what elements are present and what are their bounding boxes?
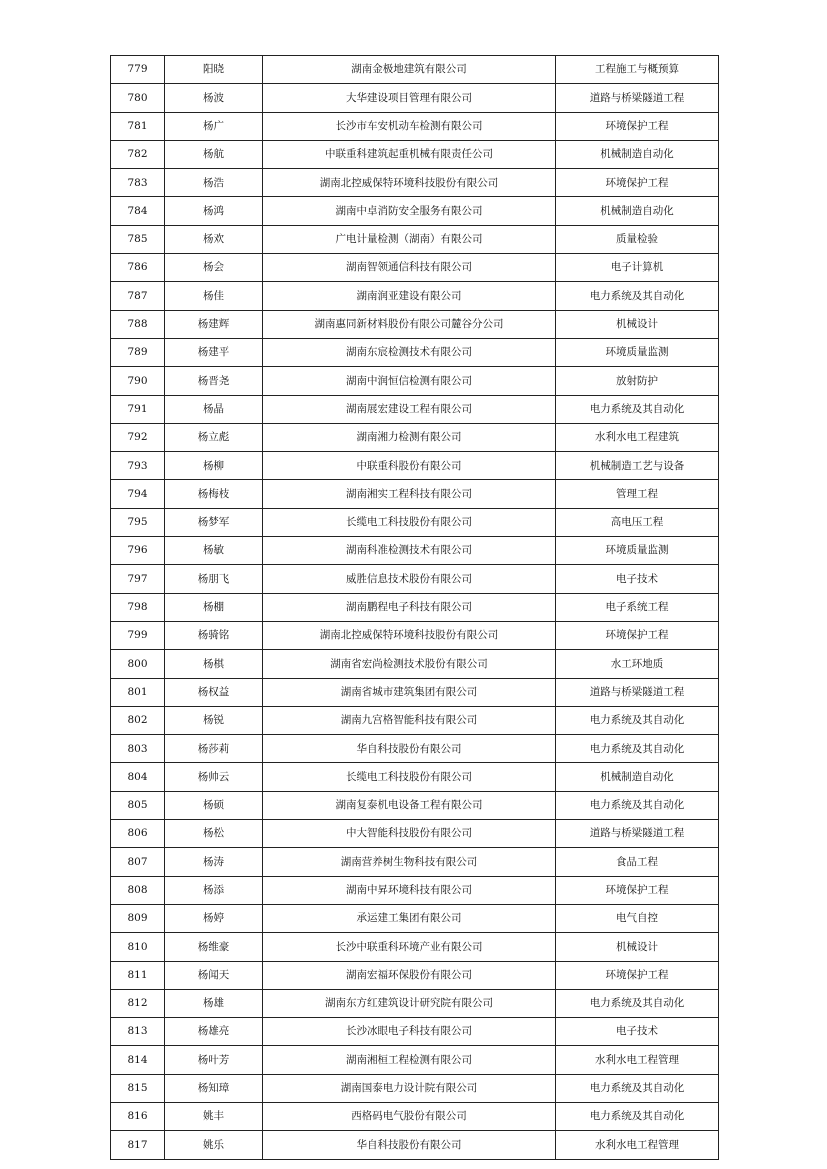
row-number-cell: 780 [111,84,165,112]
specialty-cell: 环境质量监测 [556,537,719,565]
organization-cell: 湖南北控威保特环境科技股份有限公司 [263,621,556,649]
table-row [111,961,719,989]
specialty-cell: 电力系统及其自动化 [556,395,719,423]
organization-cell: 大华建设项目管理有限公司 [263,84,556,112]
person-name-cell: 杨硕 [165,791,263,819]
table-row [111,367,719,395]
person-name-cell: 杨鸿 [165,197,263,225]
person-name-cell: 杨棚 [165,593,263,621]
person-name-cell: 杨佳 [165,282,263,310]
specialty-cell: 电力系统及其自动化 [556,1074,719,1102]
organization-cell: 长沙冰眼电子科技有限公司 [263,1018,556,1046]
row-number-cell: 787 [111,282,165,310]
specialty-cell: 环境质量监测 [556,338,719,366]
row-number-cell: 802 [111,706,165,734]
table-row [111,423,719,451]
organization-cell: 中联重科建筑起重机械有限责任公司 [263,140,556,168]
person-name-cell: 杨权益 [165,678,263,706]
organization-cell: 西格码电气股份有限公司 [263,1102,556,1130]
organization-cell: 华自科技股份有限公司 [263,1131,556,1159]
person-name-cell: 杨婷 [165,904,263,932]
table-row [111,678,719,706]
organization-cell: 湖南湘实工程科技有限公司 [263,480,556,508]
organization-cell: 中联重科股份有限公司 [263,452,556,480]
person-name-cell: 杨晶 [165,395,263,423]
person-name-cell: 杨雄 [165,989,263,1017]
specialty-cell: 机械设计 [556,310,719,338]
organization-cell: 广电计量检测（湖南）有限公司 [263,225,556,253]
specialty-cell: 电力系统及其自动化 [556,791,719,819]
table-row [111,1102,719,1130]
person-name-cell: 姚丰 [165,1102,263,1130]
row-number-cell: 811 [111,961,165,989]
table-row [111,56,719,84]
organization-cell: 华自科技股份有限公司 [263,735,556,763]
row-number-cell: 793 [111,452,165,480]
person-name-cell: 杨波 [165,84,263,112]
person-name-cell: 杨敏 [165,537,263,565]
specialty-cell: 环境保护工程 [556,621,719,649]
person-name-cell: 杨航 [165,140,263,168]
table-row [111,508,719,536]
specialty-cell: 电子系统工程 [556,593,719,621]
person-name-cell: 杨骑铭 [165,621,263,649]
person-name-cell: 杨雄亮 [165,1018,263,1046]
specialty-cell: 水利水电工程建筑 [556,423,719,451]
row-number-cell: 790 [111,367,165,395]
table-row [111,140,719,168]
person-name-cell: 杨欢 [165,225,263,253]
table-row [111,565,719,593]
row-number-cell: 794 [111,480,165,508]
specialty-cell: 电子技术 [556,565,719,593]
specialty-cell: 机械制造自动化 [556,197,719,225]
table-row [111,169,719,197]
specialty-cell: 电力系统及其自动化 [556,735,719,763]
person-name-cell: 杨莎莉 [165,735,263,763]
person-name-cell: 姚乐 [165,1131,263,1159]
table-row [111,735,719,763]
organization-cell: 湖南东方红建筑设计研究院有限公司 [263,989,556,1017]
organization-cell: 长缆电工科技股份有限公司 [263,508,556,536]
table-row [111,989,719,1017]
table-row [111,1074,719,1102]
table-row [111,225,719,253]
row-number-cell: 795 [111,508,165,536]
row-number-cell: 797 [111,565,165,593]
organization-cell: 长缆电工科技股份有限公司 [263,763,556,791]
row-number-cell: 815 [111,1074,165,1102]
roster-table [110,55,719,1160]
specialty-cell: 电力系统及其自动化 [556,282,719,310]
row-number-cell: 779 [111,56,165,84]
table-row [111,763,719,791]
table-row [111,848,719,876]
person-name-cell: 杨棋 [165,650,263,678]
roster-body [111,56,719,1160]
person-name-cell: 杨晋尧 [165,367,263,395]
person-name-cell: 杨广 [165,112,263,140]
row-number-cell: 784 [111,197,165,225]
organization-cell: 湖南国泰电力设计院有限公司 [263,1074,556,1102]
organization-cell: 湖南金极地建筑有限公司 [263,56,556,84]
table-row [111,820,719,848]
person-name-cell: 杨建平 [165,338,263,366]
specialty-cell: 管理工程 [556,480,719,508]
specialty-cell: 电子技术 [556,1018,719,1046]
organization-cell: 湖南中润恒信检测有限公司 [263,367,556,395]
row-number-cell: 808 [111,876,165,904]
organization-cell: 湖南中卓消防安全服务有限公司 [263,197,556,225]
person-name-cell: 阳晓 [165,56,263,84]
row-number-cell: 798 [111,593,165,621]
specialty-cell: 电力系统及其自动化 [556,706,719,734]
specialty-cell: 食品工程 [556,848,719,876]
person-name-cell: 杨建辉 [165,310,263,338]
organization-cell: 湖南省宏尚检测技术股份有限公司 [263,650,556,678]
table-row [111,876,719,904]
row-number-cell: 782 [111,140,165,168]
specialty-cell: 道路与桥梁隧道工程 [556,84,719,112]
person-name-cell: 杨叶芳 [165,1046,263,1074]
row-number-cell: 817 [111,1131,165,1159]
specialty-cell: 电力系统及其自动化 [556,1102,719,1130]
organization-cell: 湖南鹏程电子科技有限公司 [263,593,556,621]
row-number-cell: 800 [111,650,165,678]
row-number-cell: 809 [111,904,165,932]
specialty-cell: 质量检验 [556,225,719,253]
organization-cell: 湖南省城市建筑集团有限公司 [263,678,556,706]
row-number-cell: 804 [111,763,165,791]
specialty-cell: 电气自控 [556,904,719,932]
row-number-cell: 812 [111,989,165,1017]
table-row [111,452,719,480]
person-name-cell: 杨会 [165,254,263,282]
row-number-cell: 814 [111,1046,165,1074]
specialty-cell: 电子计算机 [556,254,719,282]
table-row [111,112,719,140]
table-row [111,84,719,112]
person-name-cell: 杨立彪 [165,423,263,451]
specialty-cell: 机械设计 [556,933,719,961]
row-number-cell: 801 [111,678,165,706]
row-number-cell: 805 [111,791,165,819]
table-row [111,338,719,366]
organization-cell: 湖南智领通信科技有限公司 [263,254,556,282]
specialty-cell: 水利水电工程管理 [556,1046,719,1074]
specialty-cell: 环境保护工程 [556,961,719,989]
row-number-cell: 806 [111,820,165,848]
specialty-cell: 道路与桥梁隧道工程 [556,678,719,706]
specialty-cell: 水工环地质 [556,650,719,678]
person-name-cell: 杨闻天 [165,961,263,989]
row-number-cell: 799 [111,621,165,649]
row-number-cell: 803 [111,735,165,763]
organization-cell: 湖南科准检测技术有限公司 [263,537,556,565]
table-row [111,480,719,508]
person-name-cell: 杨柳 [165,452,263,480]
organization-cell: 长沙中联重科环境产业有限公司 [263,933,556,961]
specialty-cell: 工程施工与概预算 [556,56,719,84]
specialty-cell: 环境保护工程 [556,876,719,904]
table-row [111,197,719,225]
row-number-cell: 792 [111,423,165,451]
specialty-cell: 机械制造自动化 [556,763,719,791]
table-row [111,310,719,338]
person-name-cell: 杨梦军 [165,508,263,536]
person-name-cell: 杨锐 [165,706,263,734]
specialty-cell: 环境保护工程 [556,112,719,140]
specialty-cell: 机械制造工艺与设备 [556,452,719,480]
row-number-cell: 810 [111,933,165,961]
organization-cell: 湖南营养树生物科技有限公司 [263,848,556,876]
organization-cell: 威胜信息技术股份有限公司 [263,565,556,593]
organization-cell: 湖南北控威保特环境科技股份有限公司 [263,169,556,197]
specialty-cell: 水利水电工程管理 [556,1131,719,1159]
organization-cell: 湖南中昇环境科技有限公司 [263,876,556,904]
person-name-cell: 杨朋飞 [165,565,263,593]
organization-cell: 湖南展宏建设工程有限公司 [263,395,556,423]
organization-cell: 湖南九宫格智能科技有限公司 [263,706,556,734]
row-number-cell: 788 [111,310,165,338]
row-number-cell: 807 [111,848,165,876]
row-number-cell: 781 [111,112,165,140]
table-row [111,650,719,678]
table-row [111,791,719,819]
table-row [111,593,719,621]
person-name-cell: 杨帅云 [165,763,263,791]
row-number-cell: 813 [111,1018,165,1046]
specialty-cell: 高电压工程 [556,508,719,536]
row-number-cell: 786 [111,254,165,282]
table-row [111,904,719,932]
table-row [111,1046,719,1074]
row-number-cell: 783 [111,169,165,197]
row-number-cell: 785 [111,225,165,253]
specialty-cell: 机械制造自动化 [556,140,719,168]
organization-cell: 长沙市车安机动车检测有限公司 [263,112,556,140]
table-row [111,282,719,310]
person-name-cell: 杨添 [165,876,263,904]
organization-cell: 湖南润亚建设有限公司 [263,282,556,310]
organization-cell: 湖南东宸检测技术有限公司 [263,338,556,366]
specialty-cell: 放射防护 [556,367,719,395]
table-row [111,537,719,565]
organization-cell: 湖南复泰机电设备工程有限公司 [263,791,556,819]
row-number-cell: 791 [111,395,165,423]
row-number-cell: 796 [111,537,165,565]
organization-cell: 承运建工集团有限公司 [263,904,556,932]
organization-cell: 中大智能科技股份有限公司 [263,820,556,848]
person-name-cell: 杨浩 [165,169,263,197]
person-name-cell: 杨维豪 [165,933,263,961]
table-row [111,254,719,282]
organization-cell: 湖南湘桓工程检测有限公司 [263,1046,556,1074]
row-number-cell: 816 [111,1102,165,1130]
table-row [111,933,719,961]
person-name-cell: 杨松 [165,820,263,848]
specialty-cell: 道路与桥梁隧道工程 [556,820,719,848]
organization-cell: 湖南湘力检测有限公司 [263,423,556,451]
person-name-cell: 杨知璋 [165,1074,263,1102]
person-name-cell: 杨涛 [165,848,263,876]
table-row [111,706,719,734]
specialty-cell: 环境保护工程 [556,169,719,197]
person-name-cell: 杨梅枝 [165,480,263,508]
organization-cell: 湖南惠同新材料股份有限公司麓谷分公司 [263,310,556,338]
table-row [111,621,719,649]
table-row [111,1018,719,1046]
table-row [111,1131,719,1159]
row-number-cell: 789 [111,338,165,366]
table-row [111,395,719,423]
specialty-cell: 电力系统及其自动化 [556,989,719,1017]
organization-cell: 湖南宏福环保股份有限公司 [263,961,556,989]
